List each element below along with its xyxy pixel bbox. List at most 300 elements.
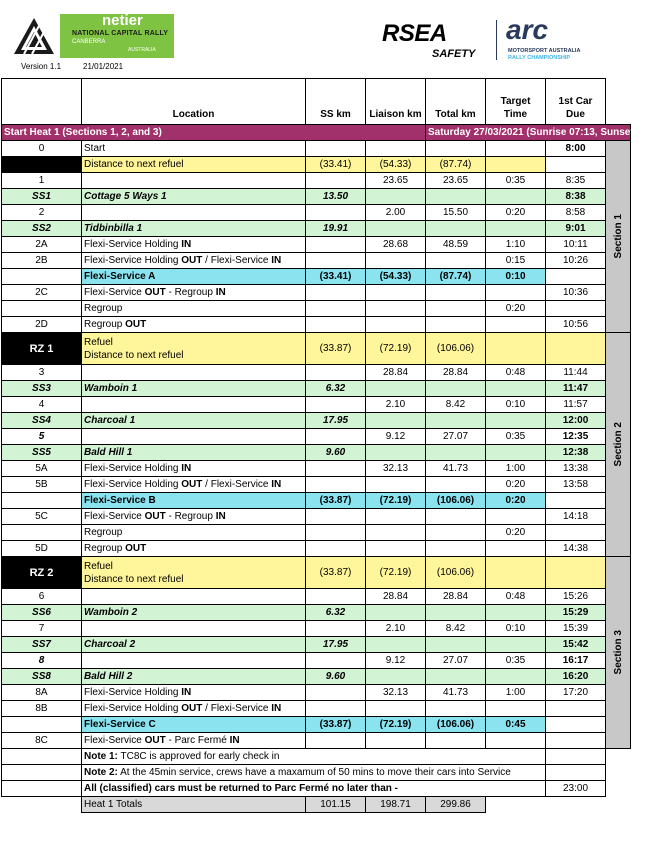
totals-total: 299.86 <box>426 797 486 813</box>
ss-cell <box>306 461 366 477</box>
liaison-cell <box>366 669 426 685</box>
tc-cell: RZ 2 <box>2 557 82 589</box>
totals-empty <box>486 797 546 813</box>
tc-cell: 2 <box>2 205 82 221</box>
tc-cell: 6 <box>2 589 82 605</box>
target-cell <box>486 221 546 237</box>
ss-cell <box>306 541 366 557</box>
tc-cell: 2D <box>2 317 82 333</box>
ss-cell: (33.87) <box>306 493 366 509</box>
table-row <box>2 173 631 189</box>
table-row <box>2 717 631 733</box>
header-ss-km: SS km <box>306 79 366 125</box>
ss-cell: 17.95 <box>306 637 366 653</box>
note-row <box>2 765 631 781</box>
tc-cell: 8B <box>2 701 82 717</box>
ss-cell <box>306 653 366 669</box>
table-row <box>2 493 631 509</box>
totals-ss: 101.15 <box>306 797 366 813</box>
version-date: 21/01/2021 <box>83 62 124 71</box>
note-text-cell <box>82 765 546 781</box>
due-cell <box>546 333 606 365</box>
location-keyword: IN <box>181 463 192 474</box>
location-cell <box>82 557 306 589</box>
total-cell <box>426 637 486 653</box>
total-cell <box>426 253 486 269</box>
ss-cell <box>306 429 366 445</box>
note-label: Note 1: <box>84 751 118 762</box>
table-row <box>2 141 631 157</box>
location-keyword: IN <box>271 255 282 266</box>
location-text: Flexi-Service <box>84 287 145 298</box>
header-tc <box>2 79 82 125</box>
location-cell <box>82 429 306 445</box>
total-cell <box>426 413 486 429</box>
target-cell <box>486 733 546 749</box>
location-cell <box>82 589 306 605</box>
location-cell: Regroup <box>82 525 306 541</box>
section-label-cell <box>606 557 631 749</box>
target-cell: 0:20 <box>486 205 546 221</box>
page-header <box>0 0 631 78</box>
total-cell: 8.42 <box>426 397 486 413</box>
table-row <box>2 205 631 221</box>
due-cell: 9:01 <box>546 221 606 237</box>
due-cell <box>546 717 606 733</box>
header-target-time: Target Time <box>486 79 546 125</box>
target-cell <box>486 557 546 589</box>
total-cell <box>426 141 486 157</box>
tc-cell <box>2 525 82 541</box>
target-cell: 0:15 <box>486 253 546 269</box>
due-cell <box>546 157 606 173</box>
target-cell: 1:00 <box>486 461 546 477</box>
location-text: Flexi-Service Holding <box>84 703 182 714</box>
table-row <box>2 477 631 493</box>
table-row <box>2 669 631 685</box>
due-cell <box>546 525 606 541</box>
due-cell: 8:58 <box>546 205 606 221</box>
series-logo <box>506 14 621 64</box>
totals-row <box>2 797 631 813</box>
total-cell <box>426 285 486 301</box>
ss-cell: (33.41) <box>306 269 366 285</box>
location-text: - Regroup <box>165 511 216 522</box>
liaison-cell: (54.33) <box>366 269 426 285</box>
liaison-cell <box>366 381 426 397</box>
total-cell <box>426 541 486 557</box>
tc-cell: 1 <box>2 173 82 189</box>
location-keyword: OUT <box>125 543 147 554</box>
location-cell: Bald Hill 1 <box>82 445 306 461</box>
ss-cell: (33.87) <box>306 557 366 589</box>
liaison-cell: 2.10 <box>366 397 426 413</box>
liaison-cell <box>366 605 426 621</box>
logo-divider <box>496 20 497 60</box>
note-edge <box>606 749 631 765</box>
tc-cell: 5A <box>2 461 82 477</box>
table-row <box>2 653 631 669</box>
liaison-cell <box>366 221 426 237</box>
liaison-cell <box>366 301 426 317</box>
due-cell: 15:26 <box>546 589 606 605</box>
total-cell <box>426 525 486 541</box>
tc-cell: 0 <box>2 141 82 157</box>
location-cell <box>82 477 306 493</box>
total-cell: (106.06) <box>426 557 486 589</box>
ss-cell <box>306 525 366 541</box>
ss-cell: (33.41) <box>306 157 366 173</box>
location-cell <box>82 365 306 381</box>
location-cell: Charcoal 1 <box>82 413 306 429</box>
target-cell <box>486 445 546 461</box>
liaison-cell: 32.13 <box>366 685 426 701</box>
location-keyword: OUT <box>181 255 203 266</box>
note-text-cell <box>82 749 546 765</box>
location-cell: Cottage 5 Ways 1 <box>82 189 306 205</box>
due-cell: 16:17 <box>546 653 606 669</box>
ss-cell <box>306 317 366 333</box>
due-cell: 11:44 <box>546 365 606 381</box>
due-cell <box>546 493 606 509</box>
tc-cell: SS8 <box>2 669 82 685</box>
sponsor-sub: SAFETY <box>432 48 476 60</box>
column-header-row <box>2 79 631 125</box>
location-cell: Charcoal 2 <box>82 637 306 653</box>
location-cell: Tidbinbilla 1 <box>82 221 306 237</box>
location-cell <box>82 205 306 221</box>
target-cell: 0:20 <box>486 525 546 541</box>
table-row <box>2 269 631 285</box>
ss-cell <box>306 477 366 493</box>
table-row <box>2 301 631 317</box>
liaison-cell <box>366 445 426 461</box>
logo-brand: netier <box>102 12 143 29</box>
location-text: - Regroup <box>165 287 216 298</box>
total-cell: 48.59 <box>426 237 486 253</box>
total-cell: 28.84 <box>426 589 486 605</box>
target-cell: 0:10 <box>486 397 546 413</box>
logo-city: CANBERRA <box>72 39 106 45</box>
ss-cell: 19.91 <box>306 221 366 237</box>
target-cell <box>486 701 546 717</box>
note-spacer <box>2 765 82 781</box>
totals-liaison: 198.71 <box>366 797 426 813</box>
ss-cell <box>306 253 366 269</box>
table-row <box>2 445 631 461</box>
target-cell <box>486 157 546 173</box>
target-cell: 0:20 <box>486 477 546 493</box>
location-keyword: IN <box>215 287 226 298</box>
tc-cell: 5C <box>2 509 82 525</box>
tc-cell: 2A <box>2 237 82 253</box>
table-row <box>2 413 631 429</box>
parc-ferme-time: 23:00 <box>546 781 606 797</box>
location-text: Regroup <box>84 319 126 330</box>
ss-cell: (33.87) <box>306 717 366 733</box>
table-row <box>2 509 631 525</box>
liaison-cell <box>366 525 426 541</box>
liaison-cell: 28.68 <box>366 237 426 253</box>
liaison-cell <box>366 733 426 749</box>
target-cell: 0:20 <box>486 493 546 509</box>
location-cell <box>82 701 306 717</box>
tc-cell: SS3 <box>2 381 82 397</box>
total-cell: (106.06) <box>426 333 486 365</box>
total-cell <box>426 381 486 397</box>
totals-label: Heat 1 Totals <box>82 797 306 813</box>
location-text: Flexi-Service Holding <box>84 255 182 266</box>
due-cell: 15:42 <box>546 637 606 653</box>
total-cell: 41.73 <box>426 685 486 701</box>
total-cell <box>426 317 486 333</box>
parc-ferme-text: All (classified) cars must be returned to Parc Fermé no later than - <box>82 781 546 797</box>
parc-ferme-row <box>2 781 631 797</box>
ss-cell: 9.60 <box>306 445 366 461</box>
target-cell: 0:48 <box>486 365 546 381</box>
ss-cell: (33.87) <box>306 333 366 365</box>
tc-cell: SS6 <box>2 605 82 621</box>
liaison-cell <box>366 141 426 157</box>
table-row <box>2 605 631 621</box>
table-row <box>2 189 631 205</box>
refuel-label: Refuel <box>84 560 113 572</box>
location-keyword: OUT <box>144 735 166 746</box>
itinerary-table <box>1 78 665 813</box>
ss-cell: 6.32 <box>306 381 366 397</box>
location-keyword: OUT <box>181 479 203 490</box>
tc-cell: SS2 <box>2 221 82 237</box>
table-row <box>2 557 631 589</box>
location-text: / Flexi-Service <box>202 479 272 490</box>
liaison-cell <box>366 413 426 429</box>
total-cell <box>426 301 486 317</box>
liaison-cell: (72.19) <box>366 493 426 509</box>
note-blank <box>546 765 606 781</box>
triangle-logo-icon <box>12 16 56 56</box>
liaison-cell <box>366 509 426 525</box>
table-row <box>2 429 631 445</box>
tc-cell: 5B <box>2 477 82 493</box>
due-cell: 16:20 <box>546 669 606 685</box>
due-cell: 8:35 <box>546 173 606 189</box>
rally-logo <box>10 12 175 60</box>
ss-cell <box>306 285 366 301</box>
ss-cell <box>306 685 366 701</box>
due-cell: 14:38 <box>546 541 606 557</box>
totals-empty <box>546 797 606 813</box>
location-cell: Start <box>82 141 306 157</box>
tc-cell: SS7 <box>2 637 82 653</box>
ss-cell: 6.32 <box>306 605 366 621</box>
due-cell: 10:26 <box>546 253 606 269</box>
heat-title: Start Heat 1 (Sections 1, 2, and 3) <box>2 125 426 141</box>
tc-cell: 2B <box>2 253 82 269</box>
location-keyword: OUT <box>181 703 203 714</box>
total-cell <box>426 701 486 717</box>
note-row <box>2 749 631 765</box>
note-edge <box>606 781 631 797</box>
table-row <box>2 333 631 365</box>
location-text: - Parc Fermé <box>165 735 230 746</box>
ss-cell <box>306 365 366 381</box>
due-cell: 11:47 <box>546 381 606 397</box>
ss-cell <box>306 301 366 317</box>
location-cell: Wamboin 1 <box>82 381 306 397</box>
ss-cell <box>306 237 366 253</box>
target-cell: 1:10 <box>486 237 546 253</box>
due-cell <box>546 301 606 317</box>
liaison-cell: (72.19) <box>366 557 426 589</box>
tc-cell <box>2 717 82 733</box>
total-cell <box>426 221 486 237</box>
due-cell: 11:57 <box>546 397 606 413</box>
location-cell <box>82 621 306 637</box>
table-row <box>2 685 631 701</box>
location-cell <box>82 253 306 269</box>
sponsor-logo <box>382 20 492 62</box>
target-cell: 0:35 <box>486 173 546 189</box>
due-cell: 8:38 <box>546 189 606 205</box>
target-cell <box>486 381 546 397</box>
ss-cell <box>306 141 366 157</box>
tc-cell <box>2 269 82 285</box>
due-cell: 13:58 <box>546 477 606 493</box>
liaison-cell <box>366 253 426 269</box>
liaison-cell <box>366 637 426 653</box>
header-liaison-km: Liaison km <box>366 79 426 125</box>
target-cell: 0:48 <box>486 589 546 605</box>
tc-cell: SS1 <box>2 189 82 205</box>
section-label: Section 2 <box>612 422 624 467</box>
tc-cell: 5 <box>2 429 82 445</box>
tc-cell: SS5 <box>2 445 82 461</box>
table-row <box>2 701 631 717</box>
due-cell <box>546 733 606 749</box>
total-cell: (87.74) <box>426 269 486 285</box>
note-spacer <box>2 749 82 765</box>
tc-cell <box>2 493 82 509</box>
total-cell <box>426 509 486 525</box>
due-cell: 15:39 <box>546 621 606 637</box>
totals-empty <box>606 797 631 813</box>
series-line1: MOTORSPORT AUSTRALIA <box>508 48 581 54</box>
table-row <box>2 733 631 749</box>
due-cell <box>546 269 606 285</box>
location-cell <box>82 237 306 253</box>
liaison-cell: (54.33) <box>366 157 426 173</box>
due-cell: 13:38 <box>546 461 606 477</box>
due-cell: 8:00 <box>546 141 606 157</box>
due-cell: 15:29 <box>546 605 606 621</box>
target-cell <box>486 509 546 525</box>
header-location: Location <box>82 79 306 125</box>
table-row <box>2 221 631 237</box>
location-cell <box>82 397 306 413</box>
header-spacer <box>606 79 631 125</box>
location-cell <box>82 733 306 749</box>
location-cell: Flexi-Service A <box>82 269 306 285</box>
total-cell: 15.50 <box>426 205 486 221</box>
total-cell: 41.73 <box>426 461 486 477</box>
ss-cell <box>306 509 366 525</box>
location-cell: Bald Hill 2 <box>82 669 306 685</box>
liaison-cell <box>366 189 426 205</box>
total-cell: 27.07 <box>426 429 486 445</box>
liaison-cell: 9.12 <box>366 429 426 445</box>
location-cell: Flexi-Service B <box>82 493 306 509</box>
note-text: TC8C is approved for early check in <box>117 751 280 762</box>
location-text: Flexi-Service <box>84 735 145 746</box>
target-cell <box>486 605 546 621</box>
location-cell <box>82 509 306 525</box>
heat-banner <box>2 125 631 141</box>
ss-cell <box>306 173 366 189</box>
location-text: Flexi-Service <box>84 511 145 522</box>
location-cell: Regroup <box>82 301 306 317</box>
due-cell: 12:35 <box>546 429 606 445</box>
series-line2: RALLY CHAMPIONSHIP <box>508 55 571 61</box>
location-text: Regroup <box>84 543 126 554</box>
table-row <box>2 381 631 397</box>
liaison-cell: 23.65 <box>366 173 426 189</box>
total-cell <box>426 477 486 493</box>
table-row <box>2 541 631 557</box>
total-cell <box>426 733 486 749</box>
table-row <box>2 637 631 653</box>
target-cell <box>486 669 546 685</box>
note-blank <box>546 749 606 765</box>
target-cell <box>486 333 546 365</box>
table-row <box>2 525 631 541</box>
liaison-cell: 28.84 <box>366 589 426 605</box>
ss-cell: 13.50 <box>306 189 366 205</box>
tc-cell: SS4 <box>2 413 82 429</box>
location-text: Flexi-Service Holding <box>84 687 182 698</box>
due-cell <box>546 701 606 717</box>
target-cell <box>486 141 546 157</box>
section-label-cell <box>606 141 631 333</box>
liaison-cell <box>366 317 426 333</box>
due-cell: 12:38 <box>546 445 606 461</box>
liaison-cell: 28.84 <box>366 365 426 381</box>
liaison-cell <box>366 701 426 717</box>
location-text: Flexi-Service Holding <box>84 463 182 474</box>
liaison-cell <box>366 541 426 557</box>
sponsor-name: RSEA <box>382 20 447 47</box>
header-first-car-due: 1st Car Due <box>546 79 606 125</box>
liaison-cell: (72.19) <box>366 717 426 733</box>
heat-date: Saturday 27/03/2021 (Sunrise 07:13, Sunset 19:04) <box>426 125 631 141</box>
location-keyword: IN <box>215 511 226 522</box>
location-cell <box>82 173 306 189</box>
table-row <box>2 397 631 413</box>
liaison-cell <box>366 477 426 493</box>
location-cell <box>82 461 306 477</box>
table-row <box>2 317 631 333</box>
total-cell <box>426 189 486 205</box>
table-row <box>2 461 631 477</box>
table-row <box>2 253 631 269</box>
table-row <box>2 621 631 637</box>
series-logo-text: arc <box>506 14 549 45</box>
refuel-distance-label: Distance to next refuel <box>84 349 184 361</box>
table-row <box>2 285 631 301</box>
location-cell <box>82 317 306 333</box>
tc-cell: RZ 1 <box>2 333 82 365</box>
location-cell <box>82 685 306 701</box>
ss-cell: 9.60 <box>306 669 366 685</box>
